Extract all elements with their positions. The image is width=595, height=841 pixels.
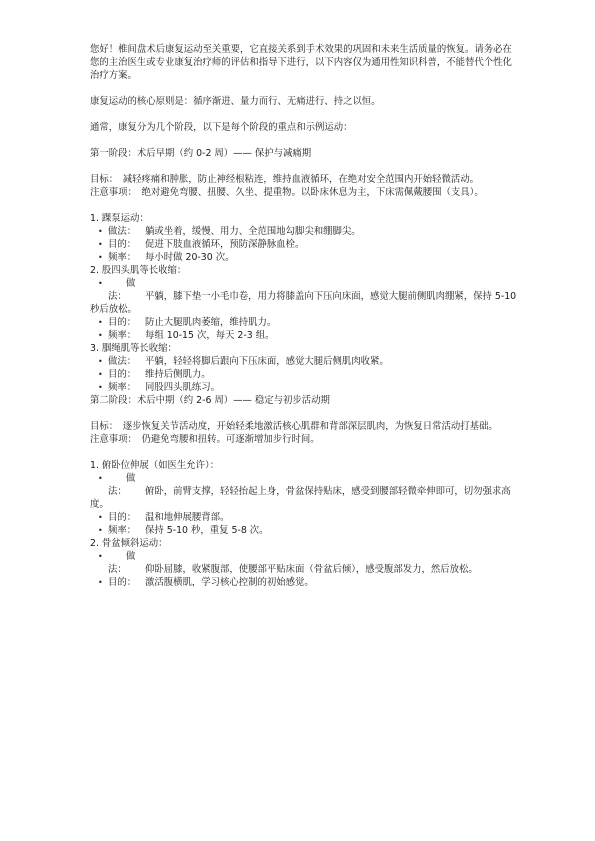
stage1-ex1-purpose xyxy=(90,238,520,251)
stage1-note: 注意事项： 绝对避免弯腰、扭腰、久坐、提重物。以卧床休息为主，下床需佩戴腰围（支具）。 xyxy=(90,187,484,198)
core-principles: 康复运动的核心原则是：循序渐进、量力而行、无痛进行、持之以恒。 xyxy=(90,96,381,107)
stage2-note: 注意事项： 仍避免弯腰和扭转。可逐渐增加步行时间。 xyxy=(90,434,320,445)
freq-label: 频率： xyxy=(108,330,137,341)
purpose-label: 目的： xyxy=(108,512,137,523)
purpose-text: 维持后侧肌力。 xyxy=(145,369,211,380)
intro-paragraph: 您好！椎间盘术后康复运动至关重要，它直接关系到手术效果的巩固和未来生活质量的恢复。请务必在您的主治医生或专业康复治疗师的评估和指导下进行，以下内容仅为通用性知识科普，不能替代个性化治疗方案。 xyxy=(90,44,512,81)
stage2-ex1-title: 1. 俯卧位伸展（如医生允许）： xyxy=(90,460,220,471)
how-label: 做法： xyxy=(108,356,137,367)
how-label: 做法： xyxy=(108,473,136,497)
stage1-ex1-title: 1. 踝泵运动： xyxy=(90,213,149,224)
stage1-exercise-list xyxy=(90,212,520,394)
purpose-label: 目的： xyxy=(108,239,137,250)
document-body xyxy=(90,43,520,589)
stage2-ex2-how xyxy=(90,550,520,576)
stage1-heading: 第一阶段：术后早期（约 0-2 周）—— 保护与减痛期 xyxy=(90,148,312,159)
stage1-ex2-how xyxy=(90,277,520,316)
how-text: 仰卧屈膝，收紧腹部，使腰部平贴床面（骨盆后倾），感受腹部发力，然后放松。 xyxy=(145,564,478,575)
purpose-text: 激活腹横肌，学习核心控制的初始感觉。 xyxy=(145,577,314,588)
purpose-label: 目的： xyxy=(108,369,137,380)
freq-label: 频率： xyxy=(108,252,137,263)
freq-label: 频率： xyxy=(108,525,137,536)
stage1-ex1-freq xyxy=(90,251,520,264)
stage2-ex2-title: 2. 骨盆倾斜运动： xyxy=(90,538,168,549)
stage2-ex1-how xyxy=(90,472,520,511)
purpose-text: 温和地伸展腰背部。 xyxy=(145,512,230,523)
stages-intro: 通常，康复分为几个阶段，以下是每个阶段的重点和示例运动： xyxy=(90,122,353,133)
stage2-ex2-purpose xyxy=(90,576,520,589)
stage1-goal: 目标： 减轻疼痛和肿胀，防止神经根粘连，维持血液循环，在绝对安全范围内开始轻微活动。 xyxy=(90,174,480,185)
stage1-ex2-purpose xyxy=(90,316,520,329)
stage1-ex1-how xyxy=(90,225,520,238)
purpose-label: 目的： xyxy=(108,577,137,588)
how-text: 平躺，膝下垫一小毛巾卷，用力将膝盖向下压向床面，感觉大腿前侧肌肉绷紧，保持 5-10 秒后放松。 xyxy=(90,291,517,315)
stage2-ex1-purpose xyxy=(90,511,520,524)
how-label: 做法： xyxy=(108,278,136,302)
how-text: 躺或坐着，缓慢、用力、全范围地勾脚尖和绷脚尖。 xyxy=(145,226,361,237)
stage2-ex1-freq xyxy=(90,524,520,537)
stage2-heading: 第二阶段：术后中期（约 2-6 周）—— 稳定与初步活动期 xyxy=(90,395,330,406)
stage2-goal: 目标： 逐步恢复关节活动度，开始轻柔地激活核心肌群和背部深层肌肉，为恢复日常活动打基础。 xyxy=(90,421,498,432)
how-label: 做法： xyxy=(108,226,137,237)
stage1-ex3-how xyxy=(90,355,520,368)
stage1-ex2-title: 2. 股四头肌等长收缩： xyxy=(90,265,187,276)
stage1-ex3-purpose xyxy=(90,368,520,381)
freq-text: 保持 5-10 秒，重复 5-8 次。 xyxy=(145,525,269,536)
purpose-text: 防止大腿肌肉萎缩，维持肌力。 xyxy=(145,317,277,328)
how-label: 做法： xyxy=(108,551,136,575)
freq-label: 频率： xyxy=(108,382,137,393)
freq-text: 同股四头肌练习。 xyxy=(145,382,221,393)
purpose-label: 目的： xyxy=(108,317,137,328)
how-text: 平躺，轻轻将脚后跟向下压床面，感觉大腿后侧肌肉收紧。 xyxy=(145,356,389,367)
freq-text: 每组 10-15 次，每天 2-3 组。 xyxy=(145,330,275,341)
stage1-ex3-title: 3. 腘绳肌等长收缩： xyxy=(90,343,177,354)
freq-text: 每小时做 20-30 次。 xyxy=(145,252,235,263)
purpose-text: 促进下肢血液循环，预防深静脉血栓。 xyxy=(145,239,305,250)
how-text: 俯卧，前臂支撑，轻轻抬起上身，骨盆保持贴床，感受到腰部轻微牵伸即可，切勿强求高度。 xyxy=(90,486,511,510)
stage1-ex3-freq xyxy=(90,381,520,394)
stage2-exercise-list xyxy=(90,459,520,589)
stage1-ex2-freq xyxy=(90,329,520,342)
